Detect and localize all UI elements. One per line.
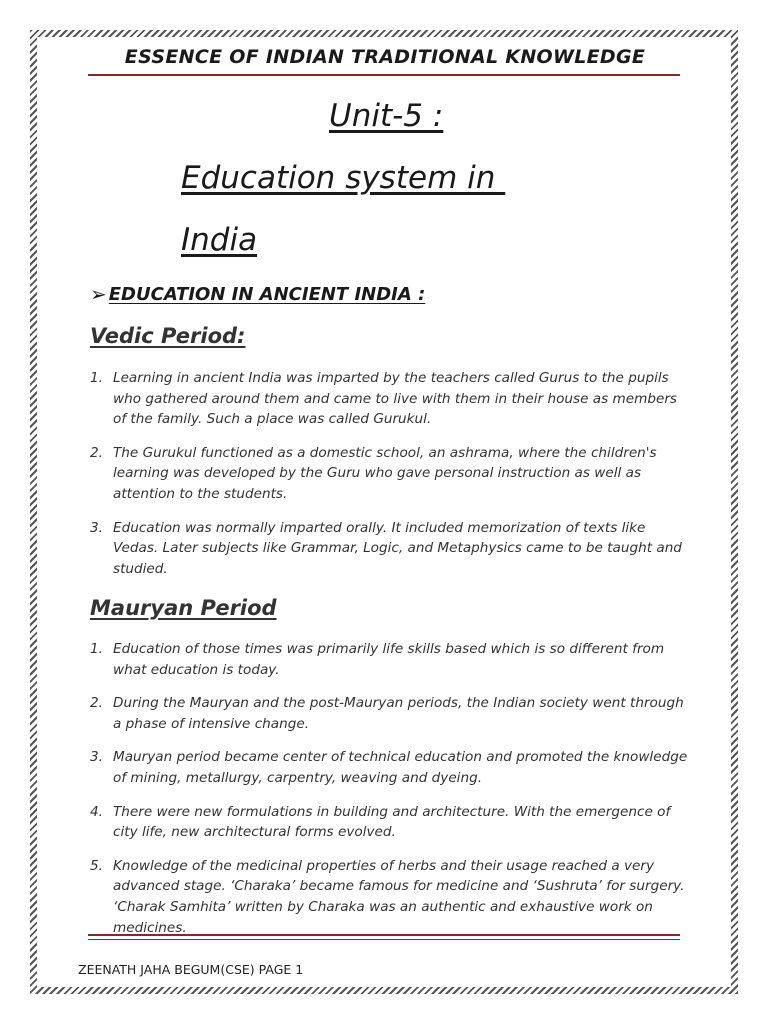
list-item: 2. During the Mauryan and the post-Mauryan periods, the Indian society went through a phase of intensive change. [90, 695, 684, 732]
mauryan-period-heading: Mauryan Period [90, 596, 277, 620]
list-item: 3. Mauryan period became center of technical education and promoted the knowledge of mining, metallurgy, carpentry, weaving and dyeing. [90, 749, 688, 786]
list-item: 4. There were new formulations in building and architecture. With the emergence of city life, new architectural forms evolved. [90, 803, 671, 841]
mauryan-period-list [90, 639, 690, 951]
list-item: 5. Knowledge of the medicinal properties of herbs and their usage reached a very advanced stage. ‘Charaka’ became famous for medicine and ‘Sushruta’ for surgery. ‘Charak Samhita’ written by Charaka was an authentic and exhaustive work on medicines. [90, 857, 685, 936]
section-heading-text: EDUCATION IN ANCIENT INDIA : [108, 283, 426, 305]
list-item: 3. Education was normally imparted orally. It included memorization of texts like Vedas. Later subjects like Grammar, Logic, and Metaphysics came to be taught and studied. [90, 519, 682, 577]
arrow-bullet-icon: ➢ [90, 282, 107, 306]
list-item: 2. The Gurukul functioned as a domestic school, an ashrama, where the children's learning was developed by the Guru who gave personal instruction as well as attention to the students. [90, 444, 657, 502]
topic-title-line2: India [181, 222, 258, 258]
document-header: ESSENCE OF INDIAN TRADITIONAL KNOWLEDGE [124, 46, 646, 68]
footer-rule-thin [88, 939, 680, 940]
section-heading [90, 282, 425, 306]
list-item: 1. Learning in ancient India was imparted by the teachers called Gurus to the pupils who gathered around them and came to live with them in their house as members of the family. Such a place was called Gurukul. [90, 370, 678, 428]
unit-title: Unit-5 : [329, 98, 444, 134]
page-footer: ZEENATH JAHA BEGUM(CSE) PAGE 1 [78, 962, 304, 977]
footer-rule [88, 934, 680, 936]
header-rule [88, 74, 680, 76]
list-item: 1. Education of those times was primarily life skills based which is so different from what education is today. [90, 641, 665, 678]
vedic-period-heading: Vedic Period: [90, 324, 246, 348]
vedic-period-list [90, 368, 690, 592]
topic-title-line1: Education system in [181, 160, 506, 196]
